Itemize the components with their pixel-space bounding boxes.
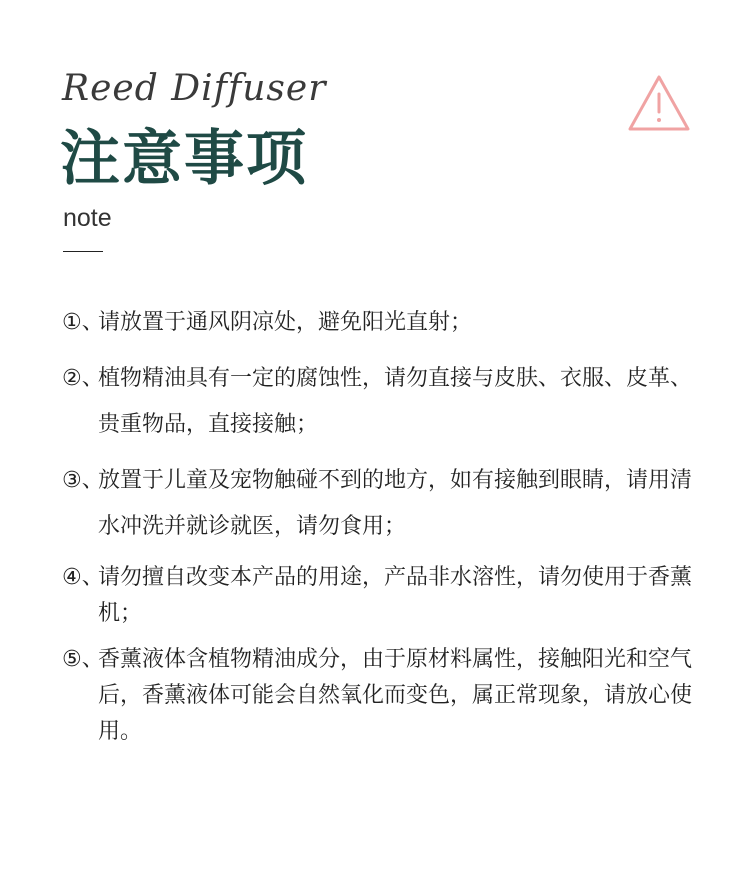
- script-title: Reed Diffuser: [62, 68, 327, 109]
- note-number: ④、: [62, 565, 104, 590]
- note-text: 香薰液体含植物精油成分，由于原材料属性，接触阳光和空气后，香薰液体可能会自然氧化而变色，属正常现象，请放心使用。: [98, 647, 693, 744]
- note-item-5: [62, 642, 702, 750]
- note-item-4: [62, 560, 702, 632]
- note-number: ⑤、: [62, 647, 104, 672]
- note-number: ①、: [62, 310, 104, 335]
- notes-list: [62, 300, 702, 760]
- note-text: 植物精油具有一定的腐蚀性，请勿直接与皮肤、衣服、皮革、贵重物品，直接接触；: [98, 366, 693, 437]
- note-text: 放置于儿童及宠物触碰不到的地方，如有接触到眼睛，请用清水冲洗并就诊就医，请勿食用；: [98, 468, 693, 539]
- note-number: ③、: [62, 468, 104, 493]
- note-item-3: [62, 458, 702, 550]
- page-subtitle: note: [63, 204, 112, 232]
- subtitle-divider: [63, 251, 103, 252]
- note-number: ②、: [62, 366, 104, 391]
- page-title: 注意事项: [60, 124, 308, 194]
- note-item-1: [62, 300, 702, 346]
- warning-triangle-icon: [627, 74, 691, 132]
- note-text: 请放置于通风阴凉处，避免阳光直射；: [98, 310, 473, 335]
- note-item-2: [62, 356, 702, 448]
- note-text: 请勿擅自改变本产品的用途，产品非水溶性，请勿使用于香薰机；: [98, 565, 693, 626]
